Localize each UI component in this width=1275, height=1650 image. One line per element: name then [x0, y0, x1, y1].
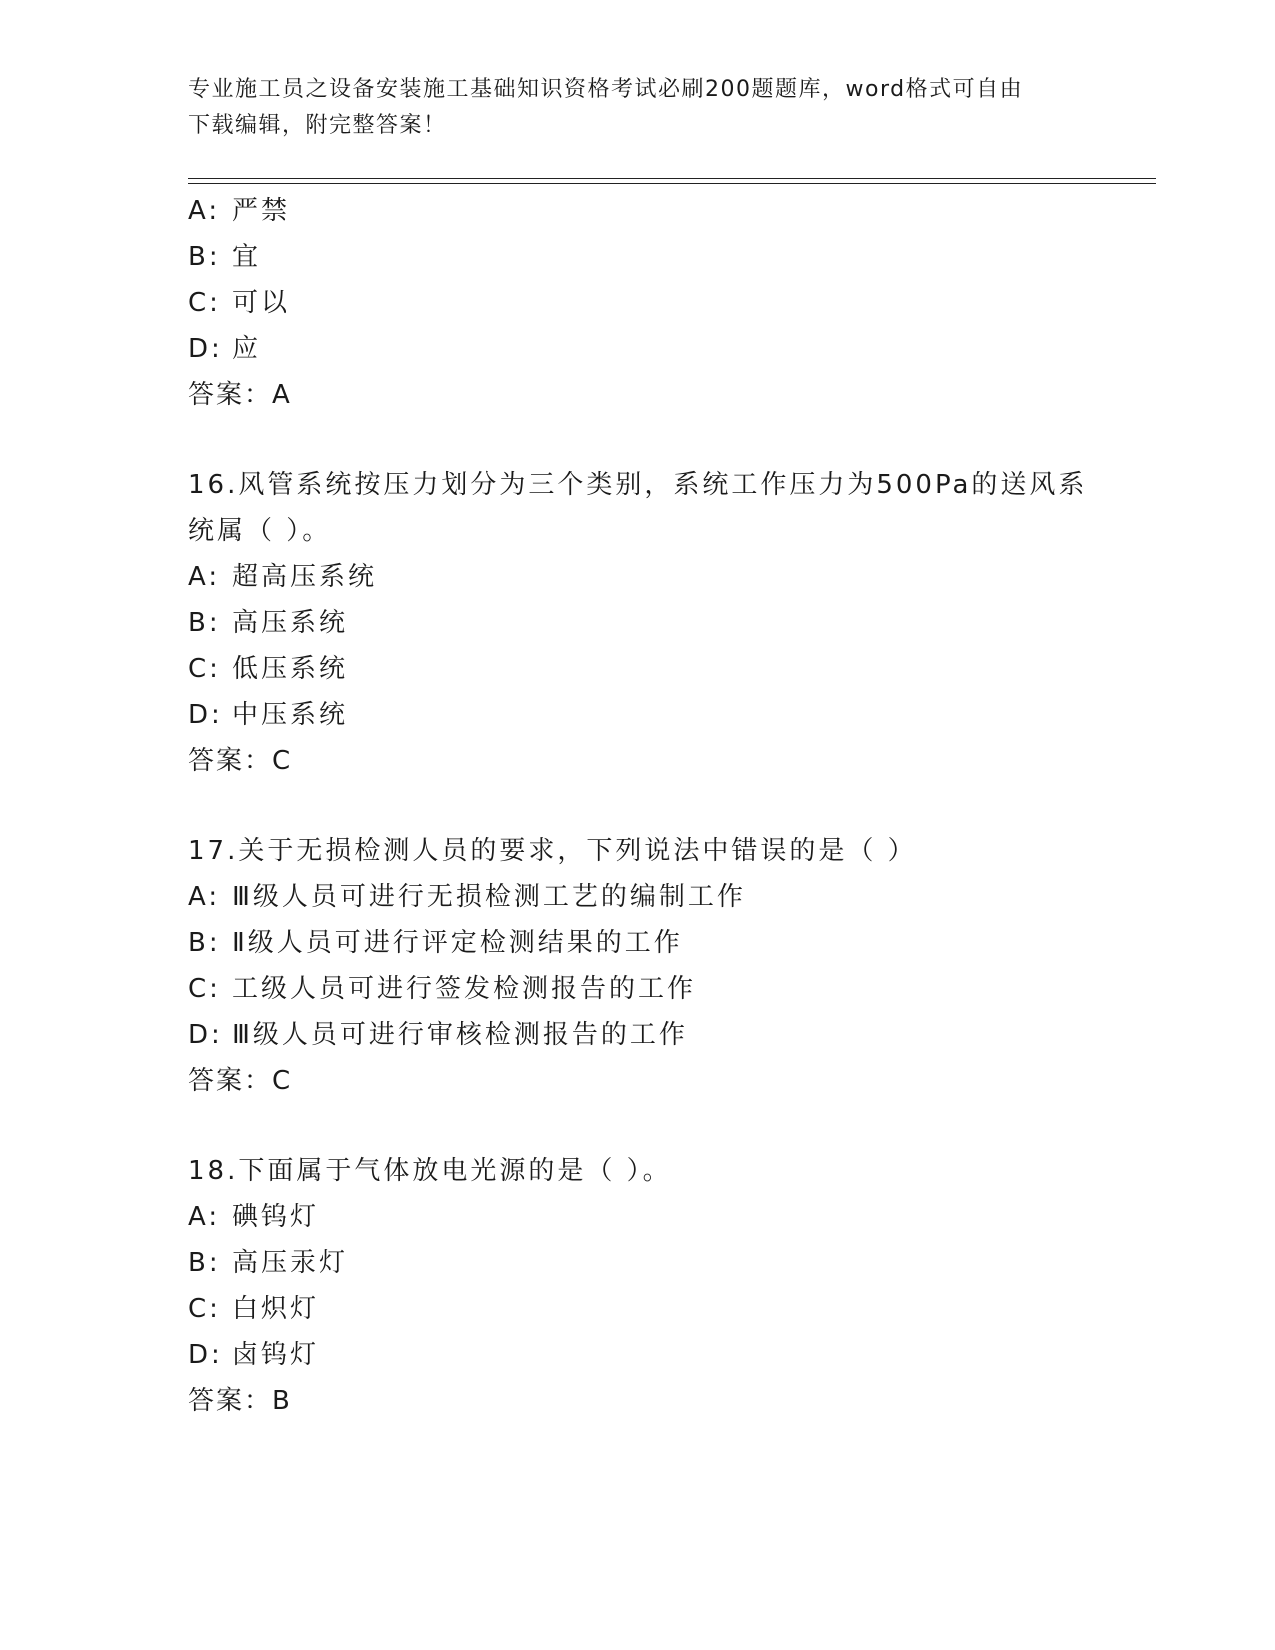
- option-key: A:: [188, 882, 221, 912]
- option-a: [188, 1194, 1148, 1240]
- option-text: 超高压系统: [232, 562, 378, 592]
- option-text: 宜: [232, 242, 262, 272]
- spacer: [188, 418, 1148, 462]
- answer-line: 答案：B: [188, 1386, 292, 1416]
- option-key: D:: [188, 1340, 223, 1370]
- question-block-18: [188, 1148, 1148, 1424]
- option-d: [188, 692, 1148, 738]
- option-b: [188, 920, 1148, 966]
- option-text: 严禁: [232, 196, 291, 226]
- document-header: [188, 72, 1088, 144]
- answer-line: 答案：C: [188, 1066, 293, 1096]
- option-key: B:: [188, 1248, 221, 1278]
- option-a: [188, 874, 1148, 920]
- option-text: 低压系统: [232, 654, 349, 684]
- option-key: A:: [188, 1202, 221, 1232]
- question-stem-line-1: 17.关于无损检测人员的要求，下列说法中错误的是（ ）: [188, 836, 917, 866]
- option-key: D:: [188, 700, 223, 730]
- option-b: [188, 1240, 1148, 1286]
- option-d: [188, 1012, 1148, 1058]
- header-divider-top: [188, 178, 1156, 179]
- option-key: A:: [188, 562, 221, 592]
- option-key: B:: [188, 242, 221, 272]
- option-key: D:: [188, 334, 223, 364]
- option-b: [188, 234, 1148, 280]
- answer-line: 答案：A: [188, 380, 292, 410]
- option-key: C:: [188, 288, 221, 318]
- option-text: Ⅲ级人员可进行无损检测工艺的编制工作: [232, 882, 746, 912]
- option-d: [188, 1332, 1148, 1378]
- header-divider-bottom: [188, 183, 1156, 184]
- option-text: Ⅱ级人员可进行评定检测结果的工作: [232, 928, 683, 958]
- question-stem-line-1: 16.风管系统按压力划分为三个类别，系统工作压力为500Pa的送风系: [188, 470, 1088, 500]
- option-text: 高压系统: [232, 608, 349, 638]
- option-key: C:: [188, 974, 221, 1004]
- option-text: 工级人员可进行签发检测报告的工作: [232, 974, 697, 1004]
- option-text: 高压汞灯: [232, 1248, 349, 1278]
- option-text: 卤钨灯: [232, 1340, 320, 1370]
- option-a: [188, 188, 1148, 234]
- question-block-17: [188, 828, 1148, 1104]
- option-c: [188, 646, 1148, 692]
- question-block-15-continued: [188, 188, 1148, 418]
- option-key: B:: [188, 928, 221, 958]
- option-text: Ⅲ级人员可进行审核检测报告的工作: [232, 1020, 688, 1050]
- option-text: 白炽灯: [232, 1294, 320, 1324]
- option-key: A:: [188, 196, 221, 226]
- header-line-1: 专业施工员之设备安装施工基础知识资格考试必刷200题题库，word格式可自由: [188, 77, 1024, 102]
- option-b: [188, 600, 1148, 646]
- question-stem-line-1: 18.下面属于气体放电光源的是（ ）。: [188, 1156, 672, 1186]
- option-text: 碘钨灯: [232, 1202, 320, 1232]
- question-list: [188, 188, 1148, 1424]
- header-line-2: 下载编辑，附完整答案！: [188, 113, 447, 138]
- option-d: [188, 326, 1148, 372]
- option-c: [188, 280, 1148, 326]
- option-key: B:: [188, 608, 221, 638]
- option-text: 应: [232, 334, 262, 364]
- question-block-16: [188, 462, 1148, 784]
- answer-line: 答案：C: [188, 746, 293, 776]
- option-text: 可以: [232, 288, 291, 318]
- option-c: [188, 1286, 1148, 1332]
- spacer: [188, 1104, 1148, 1148]
- spacer: [188, 784, 1148, 828]
- question-stem-line-2: 统属（ ）。: [188, 516, 332, 546]
- option-text: 中压系统: [232, 700, 349, 730]
- option-key: C:: [188, 654, 221, 684]
- option-a: [188, 554, 1148, 600]
- option-key: C:: [188, 1294, 221, 1324]
- option-key: D:: [188, 1020, 223, 1050]
- option-c: [188, 966, 1148, 1012]
